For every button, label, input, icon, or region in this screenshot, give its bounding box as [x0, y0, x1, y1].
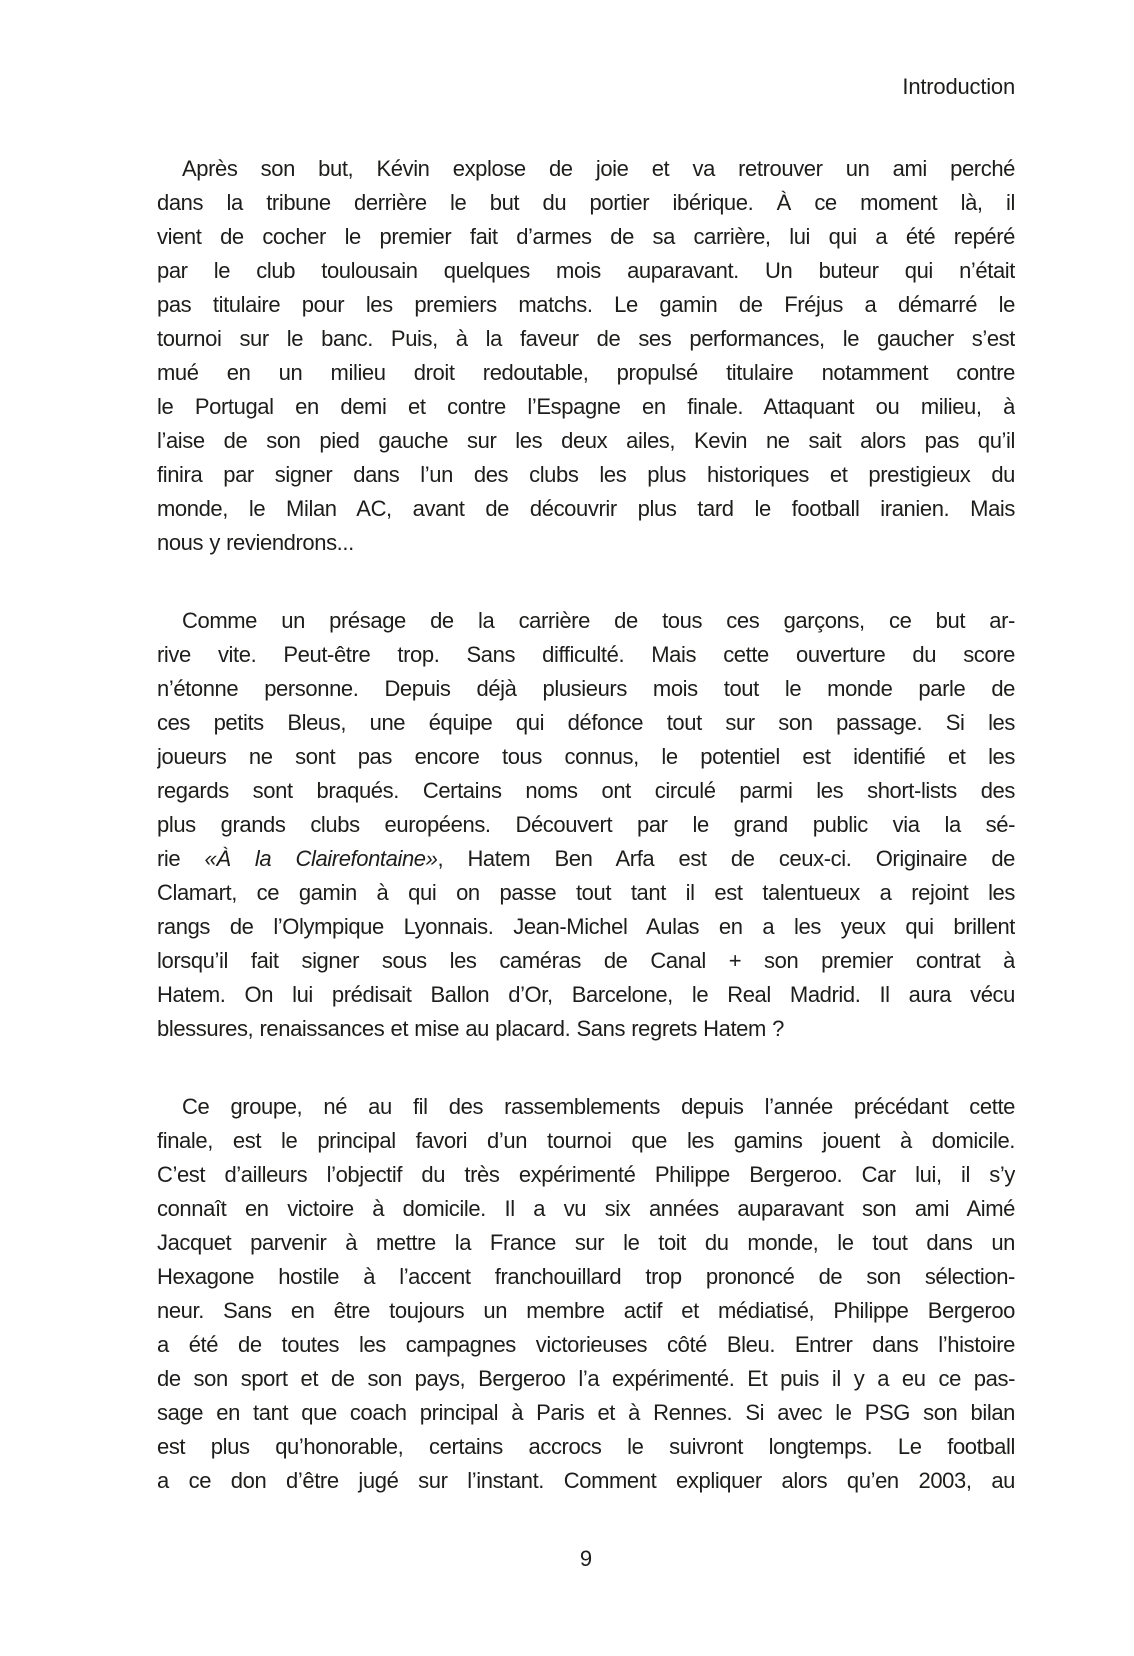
text-line: regards sont braqués. Certains noms ont circulé parmi les short-lists des — [157, 778, 1015, 803]
text-line: par le club toulousain quelques mois auparavant. Un buteur qui n’était — [157, 258, 1015, 283]
text-line: lorsqu’il fait signer sous les caméras de Canal + son premier contrat à — [157, 948, 1015, 973]
paragraph-1 — [157, 152, 1015, 560]
text-line: vient de cocher le premier fait d’armes de sa carrière, lui qui a été repéré — [157, 224, 1015, 249]
paragraph-3 — [157, 1090, 1015, 1498]
text-line: Clamart, ce gamin à qui on passe tout tant il est talentueux a rejoint les — [157, 880, 1015, 905]
text-line: l’aise de son pied gauche sur les deux ailes, Kevin ne sait alors pas qu’il — [157, 428, 1015, 453]
text-line: n’étonne personne. Depuis déjà plusieurs mois tout le monde parle de — [157, 676, 1015, 701]
text-line: joueurs ne sont pas encore tous connus, le potentiel est identifié et les — [157, 744, 1015, 769]
text-line: nous y reviendrons... — [157, 530, 354, 555]
text-line: est plus qu’honorable, certains accrocs le suivront longtemps. Le football — [157, 1434, 1015, 1459]
text-line: sage en tant que coach principal à Paris et à Rennes. Si avec le PSG son bilan — [157, 1400, 1015, 1425]
text-line: dans la tribune derrière le but du portier ibérique. À ce moment là, il — [157, 190, 1015, 215]
text-line: connaît en victoire à domicile. Il a vu six années auparavant son ami Aimé — [157, 1196, 1015, 1221]
text-line: Comme un présage de la carrière de tous ces garçons, ce but ar- — [182, 608, 1015, 633]
text-line: rangs de l’Olympique Lyonnais. Jean-Michel Aulas en a les yeux qui brillent — [157, 914, 1015, 939]
text-line: pas titulaire pour les premiers matchs. Le gamin de Fréjus a démarré le — [157, 292, 1015, 317]
text-line: mué en un milieu droit redoutable, propulsé titulaire notamment contre — [157, 360, 1015, 385]
running-header: Introduction — [902, 74, 1015, 99]
italic-title: «À la Clairefontaine» — [204, 846, 438, 871]
text-line: Hexagone hostile à l’accent franchouillard trop prononcé de son sélection- — [157, 1264, 1015, 1289]
text-line: neur. Sans en être toujours un membre actif et médiatisé, Philippe Bergeroo — [157, 1298, 1015, 1323]
text-line: blessures, renaissances et mise au placard. Sans regrets Hatem ? — [157, 1016, 784, 1041]
text-line: monde, le Milan AC, avant de découvrir plus tard le football iranien. Mais — [157, 496, 1015, 521]
text-line: ces petits Bleus, une équipe qui défonce tout sur son passage. Si les — [157, 710, 1015, 735]
text-line: Ce groupe, né au fil des rassemblements depuis l’année précédant cette — [182, 1094, 1015, 1119]
text-line: Après son but, Kévin explose de joie et va retrouver un ami perché — [182, 156, 1015, 181]
text-line: le Portugal en demi et contre l’Espagne en finale. Attaquant ou milieu, à — [157, 394, 1015, 419]
text-line: Hatem. On lui prédisait Ballon d’Or, Barcelone, le Real Madrid. Il aura vécu — [157, 982, 1015, 1007]
paragraph-2 — [157, 604, 1015, 1046]
text-line: C’est d’ailleurs l’objectif du très expérimenté Philippe Bergeroo. Car lui, il s’y — [157, 1162, 1015, 1187]
text-block — [157, 152, 1015, 1498]
text-line: a ce don d’être jugé sur l’instant. Comment expliquer alors qu’en 2003, au — [157, 1468, 1015, 1493]
text-line: a été de toutes les campagnes victorieuses côté Bleu. Entrer dans l’histoire — [157, 1332, 1015, 1357]
text-line: tournoi sur le banc. Puis, à la faveur de ses performances, le gaucher s’est — [157, 326, 1015, 351]
text-line: rive vite. Peut-être trop. Sans difficulté. Mais cette ouverture du score — [157, 642, 1015, 667]
text-line: finale, est le principal favori d’un tournoi que les gamins jouent à domicile. — [157, 1128, 1015, 1153]
text-line: de son sport et de son pays, Bergeroo l’a expérimenté. Et puis il y a eu ce pas- — [157, 1366, 1015, 1391]
text-line: Jacquet parvenir à mettre la France sur le toit du monde, le tout dans un — [157, 1230, 1015, 1255]
text-line: rie «À la Clairefontaine», Hatem Ben Arfa est de ceux-ci. Originaire de — [157, 846, 1015, 871]
text-line: plus grands clubs européens. Découvert par le grand public via la sé- — [157, 812, 1015, 837]
page-number: 9 — [579, 1546, 593, 1571]
text-line: finira par signer dans l’un des clubs les plus historiques et prestigieux du — [157, 462, 1015, 487]
